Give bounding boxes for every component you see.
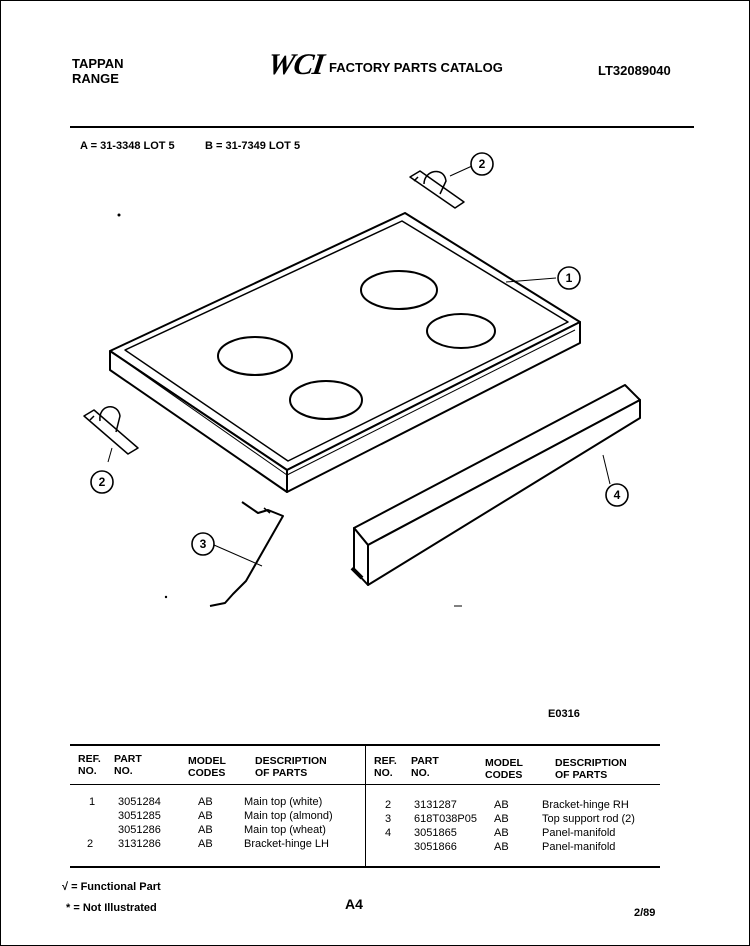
support-rod-drawing [210,502,283,606]
callout-label-3: 3 [199,537,207,551]
left-header-model: MODEL CODES [188,755,226,779]
callout-label-2-left: 2 [98,475,106,489]
bracket-hinge-lh-drawing [84,407,138,454]
left-header-desc: DESCRIPTION OF PARTS [255,755,327,779]
not-illustrated-legend: * = Not Illustrated [66,902,157,914]
table-divider [365,746,366,866]
brand-name: TAPPAN [72,56,124,71]
wci-logo: WCI [265,48,326,81]
product-name: RANGE [72,71,119,86]
revision-date: 2/89 [634,907,656,919]
right-header-model: MODEL CODES [485,757,523,781]
callout-label-4: 4 [613,488,621,502]
functional-part-legend: √ = Functional Part [62,881,161,893]
right-header-ref: REF. NO. [374,755,397,779]
left-header-part: PART NO. [114,753,142,777]
diagram-code: E0316 [548,708,580,720]
right-header-part: PART NO. [411,755,439,779]
catalog-number: LT32089040 [598,63,671,78]
right-header-desc: DESCRIPTION OF PARTS [555,757,627,781]
catalog-title: FACTORY PARTS CATALOG [329,60,503,75]
model-b-label: B = 31-7349 LOT 5 [205,140,301,152]
left-header-ref: REF. NO. [78,753,101,777]
callout-label-1: 1 [565,271,573,285]
callout-label-2-top: 2 [478,157,486,171]
table-bottom-rule [70,866,660,868]
page-number: A4 [345,896,363,912]
model-a-label: A = 31-3348 LOT 5 [80,140,175,152]
bracket-hinge-rh-drawing [410,171,464,208]
